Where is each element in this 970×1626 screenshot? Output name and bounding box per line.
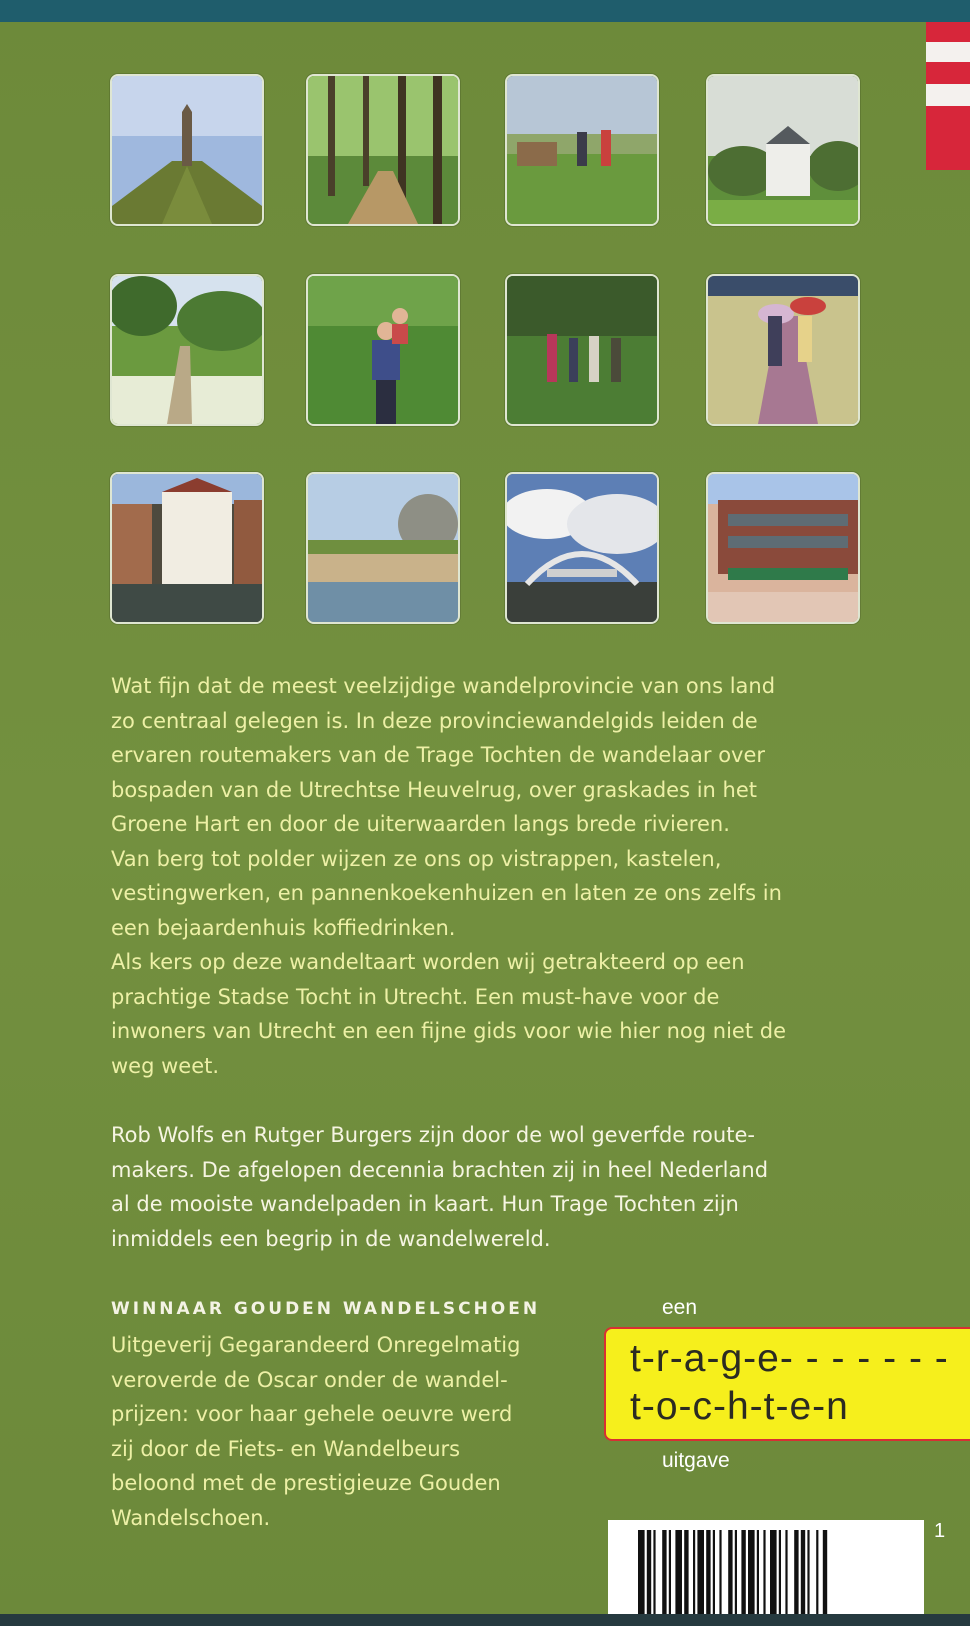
castle-photo bbox=[706, 74, 860, 226]
group-hikers-photo bbox=[505, 274, 659, 426]
trage-tochten-logo bbox=[604, 1327, 970, 1441]
authors-paragraph bbox=[111, 1118, 871, 1256]
award-paragraph bbox=[111, 1328, 581, 1535]
intro-paragraph bbox=[111, 669, 871, 1083]
intro-line: prachtige Stadse Tocht in Utrecht. Een must-have voor de bbox=[111, 984, 720, 1009]
intro-line: Als kers op deze wandeltaart worden wij getrakteerd op een bbox=[111, 950, 745, 974]
pyramid-monument-photo bbox=[110, 74, 264, 226]
forest-path-photo bbox=[306, 74, 460, 226]
logo-line-1: t-r-a-g-e- - - - - - - bbox=[630, 1337, 949, 1380]
intro-line: zo centraal gelegen is. In deze provinciewandelgids leiden de bbox=[111, 708, 758, 733]
hikers-field-photo bbox=[505, 74, 659, 226]
top-color-band bbox=[0, 0, 970, 22]
intro-line: Groene Hart en door de uiterwaarden langs brede rivieren. bbox=[111, 812, 730, 836]
award-line: Uitgeverij Gegarandeerd Onregelmatig bbox=[111, 1333, 521, 1357]
award-title: WINNAAR GOUDEN WANDELSCHOEN bbox=[111, 1299, 541, 1319]
award-line: zij door de Fiets- en Wandelbeurs bbox=[111, 1436, 461, 1461]
intro-line: ervaren routemakers van de Trage Tochten de wandelaar over bbox=[111, 743, 766, 767]
rainy-wheat-path-photo bbox=[706, 274, 860, 426]
logo-suffix: uitgave bbox=[662, 1449, 730, 1472]
authors-line: makers. De afgelopen decennia brachten zij in heel Nederland bbox=[111, 1157, 769, 1182]
intro-line: bospaden van de Utrechtse Heuvelrug, over graskades in het bbox=[111, 777, 757, 802]
flower-path-photo bbox=[110, 274, 264, 426]
award-line: beloond met de prestigieuze Gouden bbox=[111, 1471, 501, 1495]
barcode-icon bbox=[638, 1530, 908, 1626]
intro-line: Van berg tot polder wijzen ze ons op vistrappen, kastelen, bbox=[111, 846, 722, 871]
award-line: prijzen: voor haar gehele oeuvre werd bbox=[111, 1402, 513, 1426]
authors-line: Rob Wolfs en Rutger Burgers zijn door de wol geverfde route- bbox=[111, 1123, 755, 1147]
intro-line: vestingwerken, en pannenkoekenhuizen en laten ze ons zelfs in bbox=[111, 881, 782, 905]
intro-line: weg weet. bbox=[111, 1053, 220, 1078]
award-line: Wandelschoen. bbox=[111, 1505, 271, 1530]
hiker-tall-grass-photo bbox=[306, 274, 460, 426]
intro-line: een bejaardenhuis koffiedrinken. bbox=[111, 915, 456, 940]
authors-line: al de mooiste wandelpaden in kaart. Hun Trage Tochten zijn bbox=[111, 1192, 739, 1216]
bottom-color-band bbox=[0, 1614, 970, 1626]
intro-line: Wat fijn dat de meest veelzijdige wandelprovincie van ons land bbox=[111, 674, 776, 698]
authors-line: inmiddels een begrip in de wandelwereld. bbox=[111, 1226, 551, 1251]
page-number: 1 bbox=[934, 1520, 946, 1542]
province-flag-icon bbox=[926, 22, 970, 170]
town-square-cafe-photo bbox=[706, 472, 860, 624]
award-line: veroverde de Oscar onder de wandel- bbox=[111, 1367, 508, 1392]
fish-ladder-bridge-photo bbox=[505, 472, 659, 624]
canal-houses-photo bbox=[110, 472, 264, 624]
intro-line: inwoners van Utrecht en een fijne gids voor wie hier nog niet de bbox=[111, 1019, 786, 1043]
isbn-barcode bbox=[608, 1520, 924, 1626]
fortress-water-photo bbox=[306, 472, 460, 624]
logo-prefix: een bbox=[662, 1296, 698, 1319]
logo-line-2: t-o-c-h-t-e-n bbox=[630, 1385, 849, 1428]
